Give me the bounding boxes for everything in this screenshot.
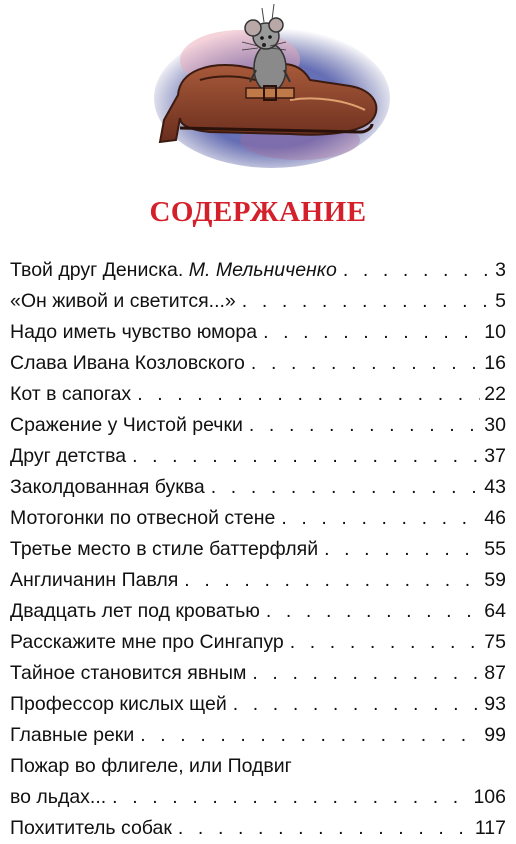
table-of-contents — [10, 255, 506, 844]
page-title: СОДЕРЖАНИЕ — [149, 196, 367, 228]
toc-entry[interactable] — [10, 813, 506, 844]
toc-entry-title: Друг детства — [10, 445, 127, 467]
dot-leader — [324, 534, 480, 565]
dot-leader — [281, 503, 480, 534]
toc-entry[interactable] — [10, 565, 506, 596]
toc-entry-title: Двадцать лет под кроватью — [10, 600, 260, 622]
mouse-in-boot-illustration — [150, 0, 390, 175]
dot-leader — [140, 720, 480, 751]
toc-entry-page: 59 — [484, 569, 506, 591]
toc-entry-page: 99 — [484, 724, 506, 746]
toc-entry-page: 93 — [484, 693, 506, 715]
toc-entry-title: Похититель собак — [10, 817, 172, 839]
toc-entry-title: Заколдованная буква — [10, 476, 205, 498]
toc-entry[interactable] — [10, 472, 506, 503]
dot-leader — [184, 565, 480, 596]
dot-leader — [178, 813, 471, 844]
toc-entry[interactable] — [10, 627, 506, 658]
dot-leader — [249, 410, 480, 441]
toc-entry-page: 46 — [484, 507, 506, 529]
toc-entry[interactable] — [10, 720, 506, 751]
dot-leader — [211, 472, 481, 503]
toc-entry-page: 16 — [484, 352, 506, 374]
toc-entry-title: Главные реки — [10, 724, 135, 746]
dot-leader — [343, 255, 491, 286]
toc-entry[interactable] — [10, 534, 506, 565]
dot-leader — [112, 782, 469, 813]
dot-leader — [132, 441, 480, 472]
toc-entry-title: Мотогонки по отвесной стене — [10, 507, 276, 529]
toc-entry-title: Надо иметь чувство юмора — [10, 321, 258, 343]
toc-entry-page: 5 — [495, 290, 506, 312]
toc-entry-author: М. Мельниченко — [188, 259, 337, 281]
toc-entry-page: 3 — [495, 259, 506, 281]
toc-entry-title: Расскажите мне про Сингапур — [10, 631, 284, 653]
toc-entry[interactable] — [10, 255, 506, 286]
toc-entry-page: 106 — [473, 786, 506, 808]
toc-entry[interactable] — [10, 689, 506, 720]
toc-entry[interactable] — [10, 751, 506, 813]
toc-entry-page: 30 — [484, 414, 506, 436]
toc-entry-title: Слава Ивана Козловского — [10, 352, 245, 374]
dot-leader — [252, 658, 480, 689]
toc-entry-page: 43 — [484, 476, 506, 498]
toc-entry[interactable] — [10, 348, 506, 379]
toc-entry-title: Третье место в стиле баттерфляй — [10, 538, 319, 560]
toc-entry[interactable] — [10, 286, 506, 317]
toc-entry-page: 10 — [484, 321, 506, 343]
toc-entry-title: Сражение у Чистой речки — [10, 414, 243, 436]
toc-entry[interactable] — [10, 410, 506, 441]
toc-entry[interactable] — [10, 658, 506, 689]
toc-entry-page: 87 — [484, 662, 506, 684]
dot-leader — [251, 348, 480, 379]
dot-leader — [266, 596, 480, 627]
toc-entry[interactable] — [10, 379, 506, 410]
dot-leader — [137, 379, 480, 410]
toc-entry-page: 22 — [484, 383, 506, 405]
dot-leader — [290, 627, 481, 658]
toc-entry[interactable] — [10, 503, 506, 534]
dot-leader — [263, 317, 480, 348]
toc-entry-title-line1: Пожар во флигеле, или Подвиг — [10, 755, 292, 777]
toc-entry[interactable] — [10, 596, 506, 627]
toc-entry[interactable] — [10, 317, 506, 348]
toc-entry-title: Кот в сапогах — [10, 383, 132, 405]
toc-entry-page: 75 — [484, 631, 506, 653]
toc-entry-title: «Он живой и светится...» — [10, 290, 236, 312]
toc-entry-title: Твой друг Дениска. — [10, 259, 184, 281]
toc-entry-label — [10, 255, 337, 286]
toc-entry-page: 37 — [484, 445, 506, 467]
toc-entry-page: 117 — [474, 817, 506, 839]
toc-entry-title: Англичанин Павля — [10, 569, 179, 591]
toc-entry-page: 64 — [484, 600, 506, 622]
toc-entry[interactable] — [10, 441, 506, 472]
dot-leader — [233, 689, 481, 720]
dot-leader — [242, 286, 491, 317]
toc-entry-title: Профессор кислых щей — [10, 693, 227, 715]
toc-entry-title-line2: во льдах... — [10, 786, 107, 808]
toc-entry-title: Тайное становится явным — [10, 662, 247, 684]
toc-entry-page: 55 — [484, 538, 506, 560]
